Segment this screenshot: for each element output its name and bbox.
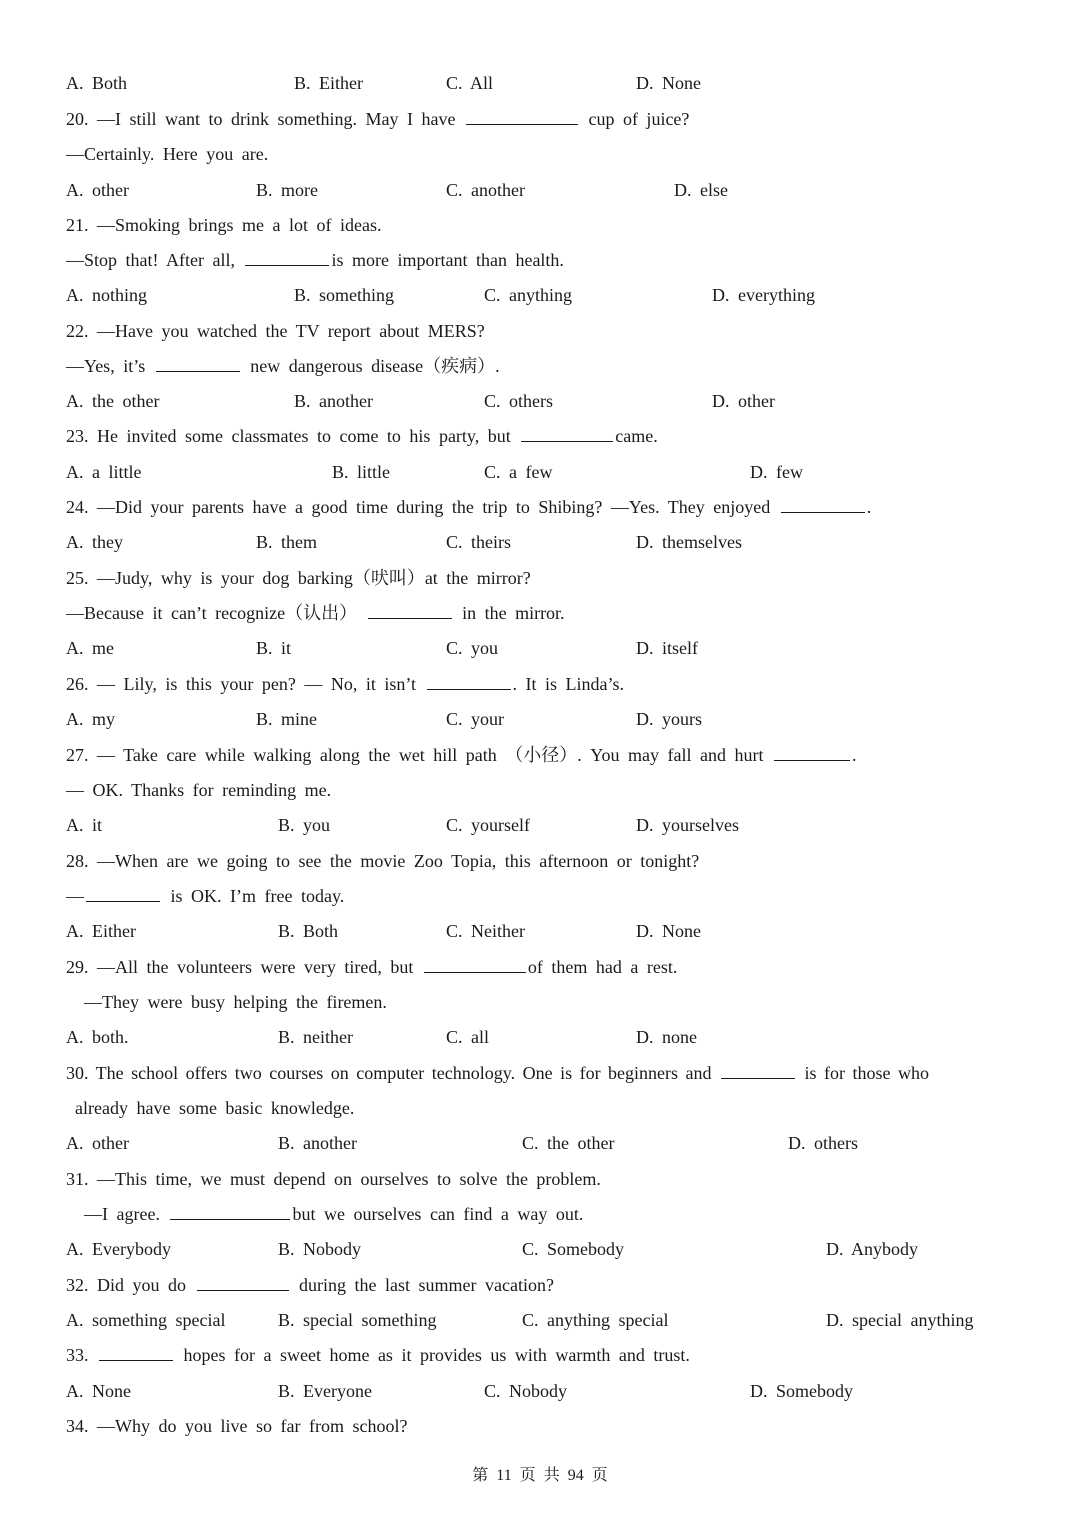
q27-stem: 27. — Take care while walking along the wet hill path （小径）. You may fall and hurt . [66, 740, 856, 770]
q25-option-b: B. it [256, 638, 292, 658]
q27-option-a: A. it [66, 815, 103, 835]
q31-option-d: D. Anybody [826, 1239, 919, 1259]
q27-option-c: C. yourself [446, 815, 530, 835]
q22-option-b: B. another [294, 391, 373, 411]
q22-option-a: A. the other [66, 391, 160, 411]
q23-stem: 23. He invited some classmates to come to his party, but came. [66, 421, 658, 451]
q20-option-c: C. another [446, 180, 525, 200]
q32-stem: 32. Did you do during the last summer vacation? [66, 1270, 554, 1300]
q27-blank [774, 741, 850, 761]
q28-option-d: D. None [636, 921, 701, 941]
q22-option-c: C. others [484, 391, 553, 411]
q19-option-c: C. All [446, 73, 494, 93]
q21-option-b: B. something [294, 285, 395, 305]
q32-option-b: B. special something [278, 1310, 437, 1330]
q24-option-a: A. they [66, 532, 123, 552]
q26-option-c: C. your [446, 709, 504, 729]
q22-stem: 22. —Have you watched the TV report about MERS? [66, 321, 485, 341]
q26-option-a: A. my [66, 709, 115, 729]
q33-option-b: B. Everyone [278, 1381, 372, 1401]
q29-stem: 29. —All the volunteers were very tired, but of them had a rest. [66, 952, 677, 982]
q31-option-c: C. Somebody [522, 1239, 625, 1259]
q32-option-c: C. anything special [522, 1310, 669, 1330]
q29-reply: —They were busy helping the firemen. [84, 992, 387, 1012]
q25-option-d: D. itself [636, 638, 698, 658]
q24-option-d: D. themselves [636, 532, 742, 552]
q30-blank [721, 1059, 795, 1079]
q21-option-d: D. everything [712, 285, 815, 305]
q30-stem: 30. The school offers two courses on computer technology. One is for beginners and is for those who [66, 1058, 929, 1088]
q21-blank [245, 246, 329, 266]
q20-reply: —Certainly. Here you are. [66, 144, 269, 164]
q23-option-b: B. little [332, 462, 390, 482]
q33-stem: 33. hopes for a sweet home as it provides us with warmth and trust. [66, 1340, 690, 1370]
q29-option-c: C. all [446, 1027, 489, 1047]
q24-option-c: C. theirs [446, 532, 511, 552]
q20-blank [466, 105, 578, 125]
q19-option-b: B. Either [294, 73, 363, 93]
q28-option-c: C. Neither [446, 921, 525, 941]
q34-stem: 34. —Why do you live so far from school? [66, 1416, 408, 1436]
q31-reply: —I agree. but we ourselves can find a way out. [84, 1199, 583, 1229]
q22-blank [156, 352, 240, 372]
q30-option-b: B. another [278, 1133, 357, 1153]
q21-stem: 21. —Smoking brings me a lot of ideas. [66, 215, 382, 235]
q21-reply: —Stop that! After all, is more important than health. [66, 245, 564, 275]
q20-option-b: B. more [256, 180, 318, 200]
q26-option-d: D. yours [636, 709, 702, 729]
q21-option-a: A. nothing [66, 285, 148, 305]
q31-option-a: A. Everybody [66, 1239, 171, 1259]
q26-option-b: B. mine [256, 709, 317, 729]
q24-stem: 24. —Did your parents have a good time during the trip to Shibing? —Yes. They enjoyed . [66, 492, 871, 522]
q28-option-a: A. Either [66, 921, 136, 941]
q22-option-d: D. other [712, 391, 775, 411]
q23-blank [521, 422, 613, 442]
q31-blank [170, 1200, 290, 1220]
q29-blank [424, 953, 526, 973]
q28-blank [86, 882, 160, 902]
q20-stem: 20. —I still want to drink something. May I have cup of juice? [66, 104, 689, 134]
q25-blank [368, 599, 452, 619]
q32-blank [197, 1271, 289, 1291]
q30-stem-cont: already have some basic knowledge. [75, 1098, 355, 1118]
q28-stem: 28. —When are we going to see the movie Zoo Topia, this afternoon or tonight? [66, 851, 700, 871]
q25-stem: 25. —Judy, why is your dog barking（吠叫）at the mirror? [66, 568, 531, 588]
q32-option-a: A. something special [66, 1310, 226, 1330]
q24-blank [781, 493, 865, 513]
q32-option-d: D. special anything [826, 1310, 974, 1330]
q28-option-b: B. Both [278, 921, 339, 941]
q23-option-d: D. few [750, 462, 803, 482]
q22-reply: —Yes, it’s new dangerous disease（疾病）. [66, 351, 500, 381]
q29-option-d: D. none [636, 1027, 697, 1047]
q27-option-b: B. you [278, 815, 331, 835]
q29-option-a: A. both. [66, 1027, 129, 1047]
q25-reply: —Because it can’t recognize（认出） in the mirror. [66, 598, 565, 628]
q25-option-a: A. me [66, 638, 114, 658]
page-number-footer: 第 11 页 共 94 页 [472, 1467, 608, 1484]
q27-reply: — OK. Thanks for reminding me. [66, 780, 332, 800]
q29-option-b: B. neither [278, 1027, 353, 1047]
q23-option-a: A. a little [66, 462, 142, 482]
q19-option-a: A. Both [66, 73, 128, 93]
q25-option-c: C. you [446, 638, 499, 658]
q31-option-b: B. Nobody [278, 1239, 362, 1259]
q20-option-d: D. else [674, 180, 728, 200]
q24-option-b: B. them [256, 532, 317, 552]
q20-option-a: A. other [66, 180, 129, 200]
q33-blank [99, 1341, 173, 1361]
q27-option-d: D. yourselves [636, 815, 739, 835]
q33-option-a: A. None [66, 1381, 131, 1401]
q26-stem: 26. — Lily, is this your pen? — No, it isn’t . It is Linda’s. [66, 669, 624, 699]
q30-option-a: A. other [66, 1133, 129, 1153]
q30-option-c: C. the other [522, 1133, 615, 1153]
q21-option-c: C. anything [484, 285, 572, 305]
q30-option-d: D. others [788, 1133, 858, 1153]
q33-option-d: D. Somebody [750, 1381, 853, 1401]
q26-blank [427, 670, 511, 690]
q19-option-d: D. None [636, 73, 701, 93]
q33-option-c: C. Nobody [484, 1381, 568, 1401]
q23-option-c: C. a few [484, 462, 553, 482]
q28-reply: — is OK. I’m free today. [66, 881, 344, 911]
q31-stem: 31. —This time, we must depend on ourselves to solve the problem. [66, 1169, 601, 1189]
